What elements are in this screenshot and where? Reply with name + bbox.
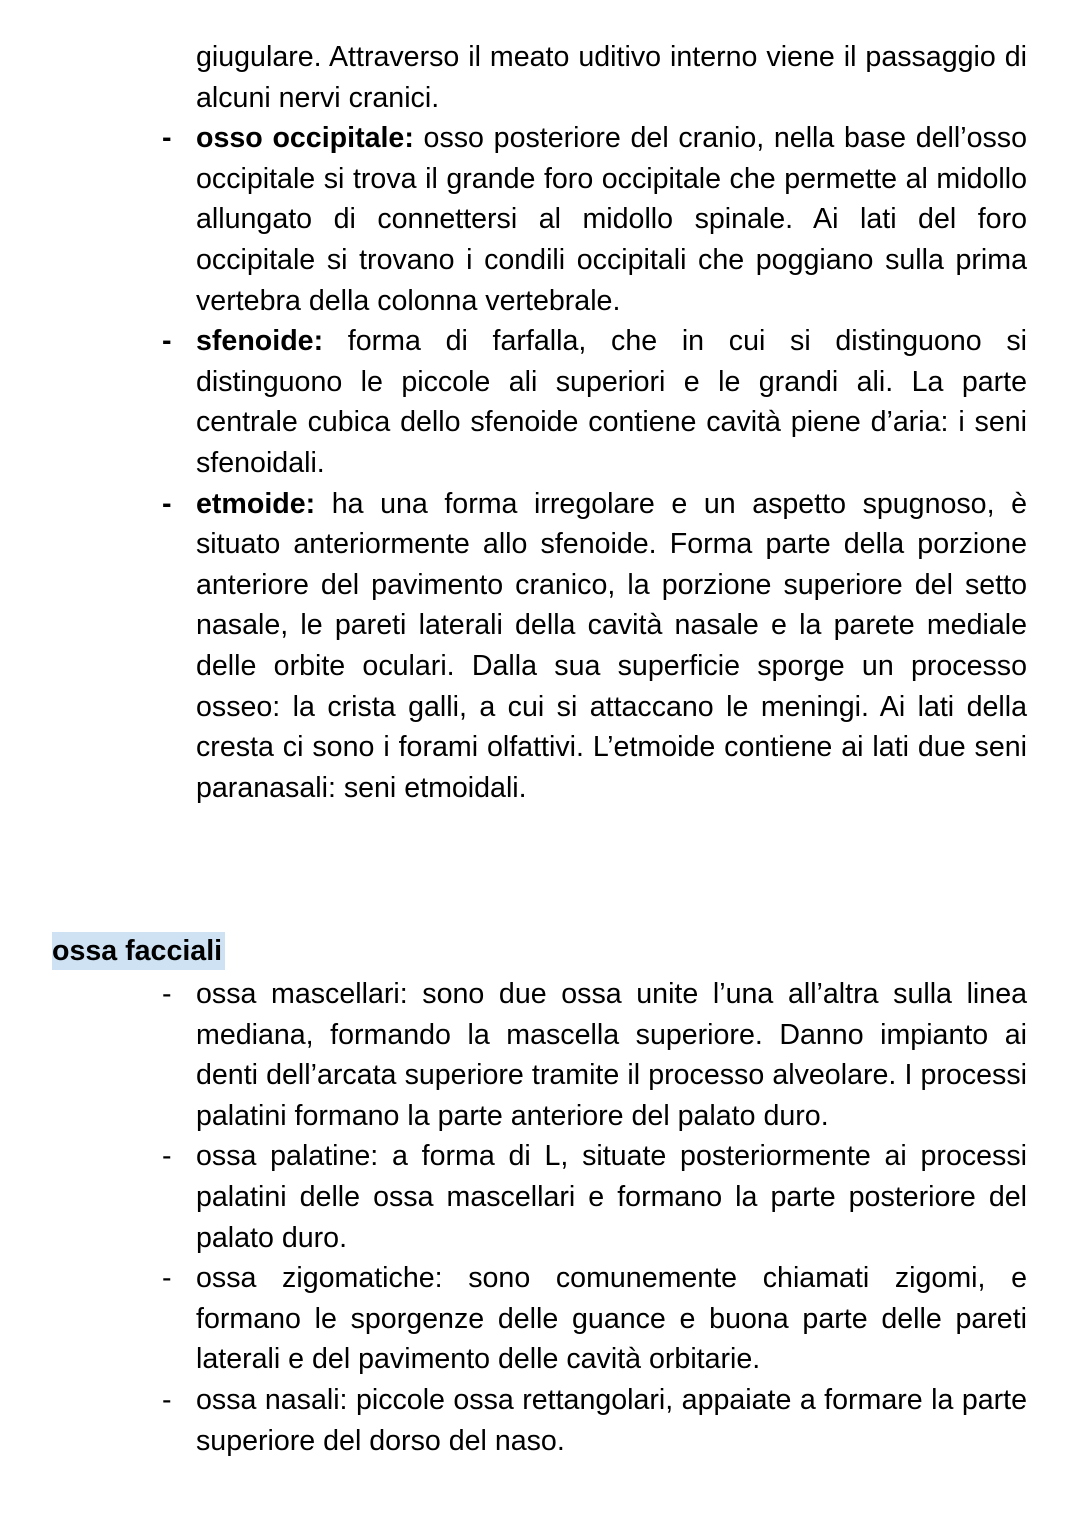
list-dash: - [162, 978, 172, 1010]
continuation-paragraph: giugulare. Attraverso il meato uditivo interno viene il passaggio di alcuni nervi cranici. [196, 41, 1027, 114]
list-dash: - [162, 487, 172, 520]
term-label: sfenoide: [196, 325, 324, 358]
term-description: ha una forma irregolare e un aspetto spugnoso, è situato anteriormente allo sfenoide. Forma parte della porzione anteriore del pavimento cranico, la porzione superiore del setto nasale, le pareti laterali della cavità nasale e la parete mediale delle orbite oculari. Dalla sua superficie sporge un processo osseo: la crista galli, a cui si attaccano le meningi. Ai lati della cresta ci sono i forami olfattivi. L’etmoide contiene ai lati due seni paranasali: seni etmoidali. [196, 487, 1027, 804]
list-item-ossa-mascellari [162, 974, 1027, 1136]
item-text: ossa zigomatiche: sono comunemente chiamati zigomi, e formano le sporgenze delle guance e buona parte delle pareti laterali e del pavimento delle cavità orbitarie. [196, 1262, 1027, 1376]
cranial-bones-block [162, 37, 1027, 808]
term-label: etmoide: [196, 487, 316, 520]
list-dash: - [162, 1383, 172, 1416]
list-item-ossa-zigomatiche [162, 1258, 1027, 1380]
list-item-ossa-palatine [162, 1136, 1027, 1258]
facial-bones-block [162, 974, 1027, 1461]
term-description: osso posteriore del cranio, nella base dell’osso occipitale si trova il grande foro occipitale che permette al midollo allungato di connettersi al midollo spinale. Ai lati del foro occipitale si trovano i condili occipitali che poggiano sulla prima vertebra della colonna vertebrale. [196, 122, 1027, 317]
list-dash: - [162, 325, 172, 358]
item-text: ossa palatine: a forma di L, situate posteriormente ai processi palatini delle ossa mascellari e formano la parte posteriore del palato duro. [196, 1140, 1027, 1254]
facial-bones-list [162, 974, 1027, 1461]
list-dash: - [162, 1140, 172, 1173]
item-text: ossa nasali: piccole ossa rettangolari, appaiate a formare la parte superiore del dorso del naso. [196, 1383, 1027, 1457]
item-text: ossa mascellari: sono due ossa unite l’una all’altra sulla linea mediana, formando la mascella superiore. Danno impianto ai denti dell’arcata superiore tramite il processo alveolare. I processi palatini formano la parte anteriore del palato duro. [196, 978, 1027, 1132]
section-heading-ossa-facciali: ossa facciali [52, 932, 225, 970]
list-dash: - [162, 1262, 172, 1295]
list-item-osso-occipitale [162, 118, 1027, 321]
list-item-etmoide [162, 484, 1027, 809]
cranial-bones-list [162, 118, 1027, 808]
term-description: forma di farfalla, che in cui si distinguono si distinguono le piccole ali superiori e le grandi ali. La parte centrale cubica dello sfenoide contiene cavità piene d’aria: i seni sfenoidali. [196, 325, 1027, 479]
term-label: osso occipitale: [196, 122, 414, 155]
list-dash: - [162, 122, 172, 155]
list-item-sfenoide [162, 321, 1027, 483]
list-item-ossa-nasali [162, 1380, 1027, 1461]
